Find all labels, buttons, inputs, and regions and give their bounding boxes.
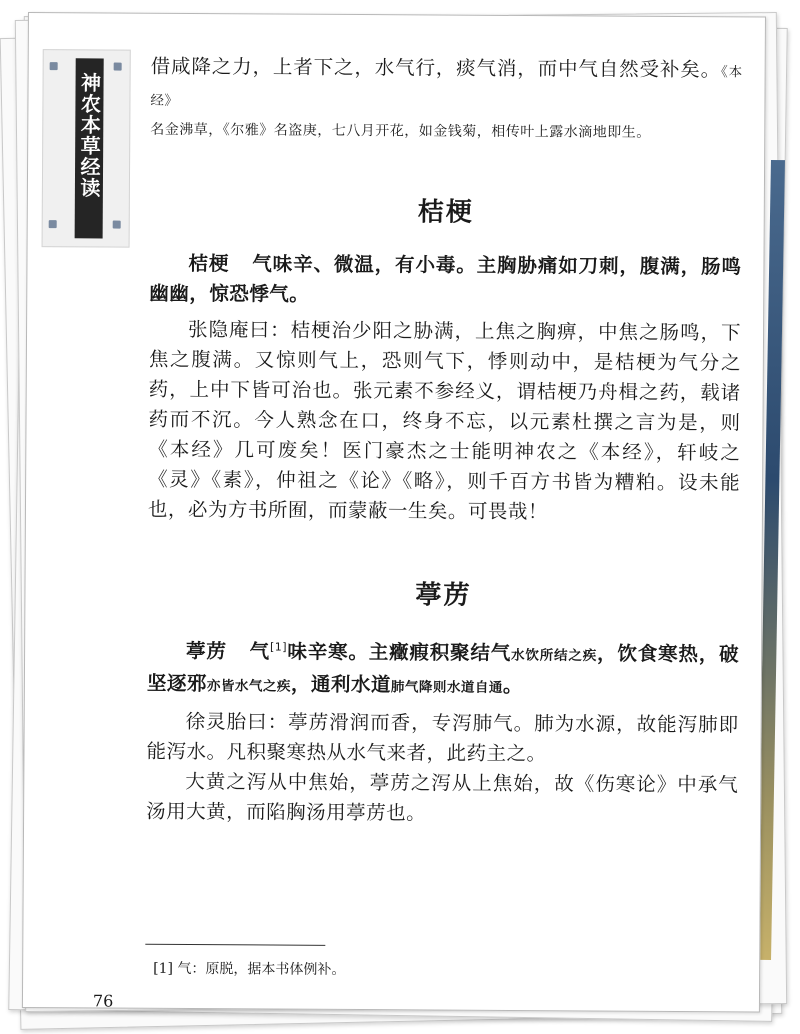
top-line (150, 52, 742, 120)
ornament-icon (50, 62, 58, 70)
ornament-icon (113, 221, 121, 229)
footnote-divider (145, 944, 325, 946)
footnote-ref: [1] (269, 640, 288, 654)
tingli-para2: 大黄之泻从中焦始，葶苈之泻从上焦始，故《伤寒论》中承气汤用大黄，而陷胸汤用葶苈也。 (146, 769, 739, 824)
book-page (22, 12, 766, 1012)
tingli-lead-c: ，通利水道 (290, 672, 392, 696)
heading-tingli: 葶苈 (415, 580, 472, 611)
tingli-note3: 肺气降则水道自通 (390, 678, 503, 696)
page-content (146, 52, 743, 830)
top-line-tag: 《本经》 (150, 64, 743, 109)
tingli-lead-a: 味辛寒。主癥瘕积聚结气 (287, 640, 512, 665)
jiegeng-lead-text: 气味辛、微温，有小毒。主胸胁痛如刀刺，腹满，肠鸣幽幽，惊恐悸气。 (149, 252, 742, 306)
tingli-para1: 徐灵胎曰：葶苈滑润而香，专泻肺气。肺为水源，故能泻肺即能泻水。凡积聚寒热从水气来者，此药主之。 (146, 709, 739, 765)
heading-jiegeng: 桔梗 (417, 197, 474, 228)
ornament-icon (114, 63, 122, 71)
page-number: 76 (92, 991, 114, 1011)
side-tab (42, 49, 131, 248)
tingli-note2: 亦皆水气之疾 (206, 677, 291, 695)
top-line-text: 借咸降之力，上者下之，水气行，痰气消，而中气自然受补矣。 (150, 54, 722, 82)
jiegeng-lead (149, 249, 741, 313)
jiegeng-commentary: 张隐庵曰：桔梗治少阳之胁满，上焦之胸痹，中焦之肠鸣，下焦之腹满。又惊则气上，恐则气下，悸则动中，是桔梗为气分之药，上中下皆可治也。张元素不参经义，谓桔梗乃舟楫之药，载诸药而不沉。今人熟念在口，终身不忘，以元素杜撰之言为是，则《本经》几可废矣！医门豪杰之士能明神农之《本经》，轩岐之《灵》《素》，仲祖之《论》《略》，则千百方书皆为糟粕。设未能也，必为方书所囿，而蒙蔽一生矣。可畏哉！ (147, 317, 742, 524)
tingli-lead-b: ，饮食寒热，破坚逐邪 (146, 641, 740, 695)
tingli-lead-end: 。 (502, 673, 524, 697)
tingli-qi: 气 (249, 639, 271, 663)
tingli-note1: 水饮所结之疾 (511, 647, 598, 664)
side-tab-title: 神农本草经读 (76, 72, 102, 199)
tingli-name: 葶苈 (186, 639, 227, 663)
ornament-icon (49, 220, 57, 228)
tingli-lead (147, 632, 739, 704)
footnote: [1] 气：原脱，据本书体例补。 (153, 960, 346, 978)
jiegeng-name: 桔梗 (188, 251, 230, 276)
top-note: 名金沸草，《尔雅》名盗庚，七八月开花，如金钱菊，相传叶上露水滴地即生。 (150, 121, 651, 141)
